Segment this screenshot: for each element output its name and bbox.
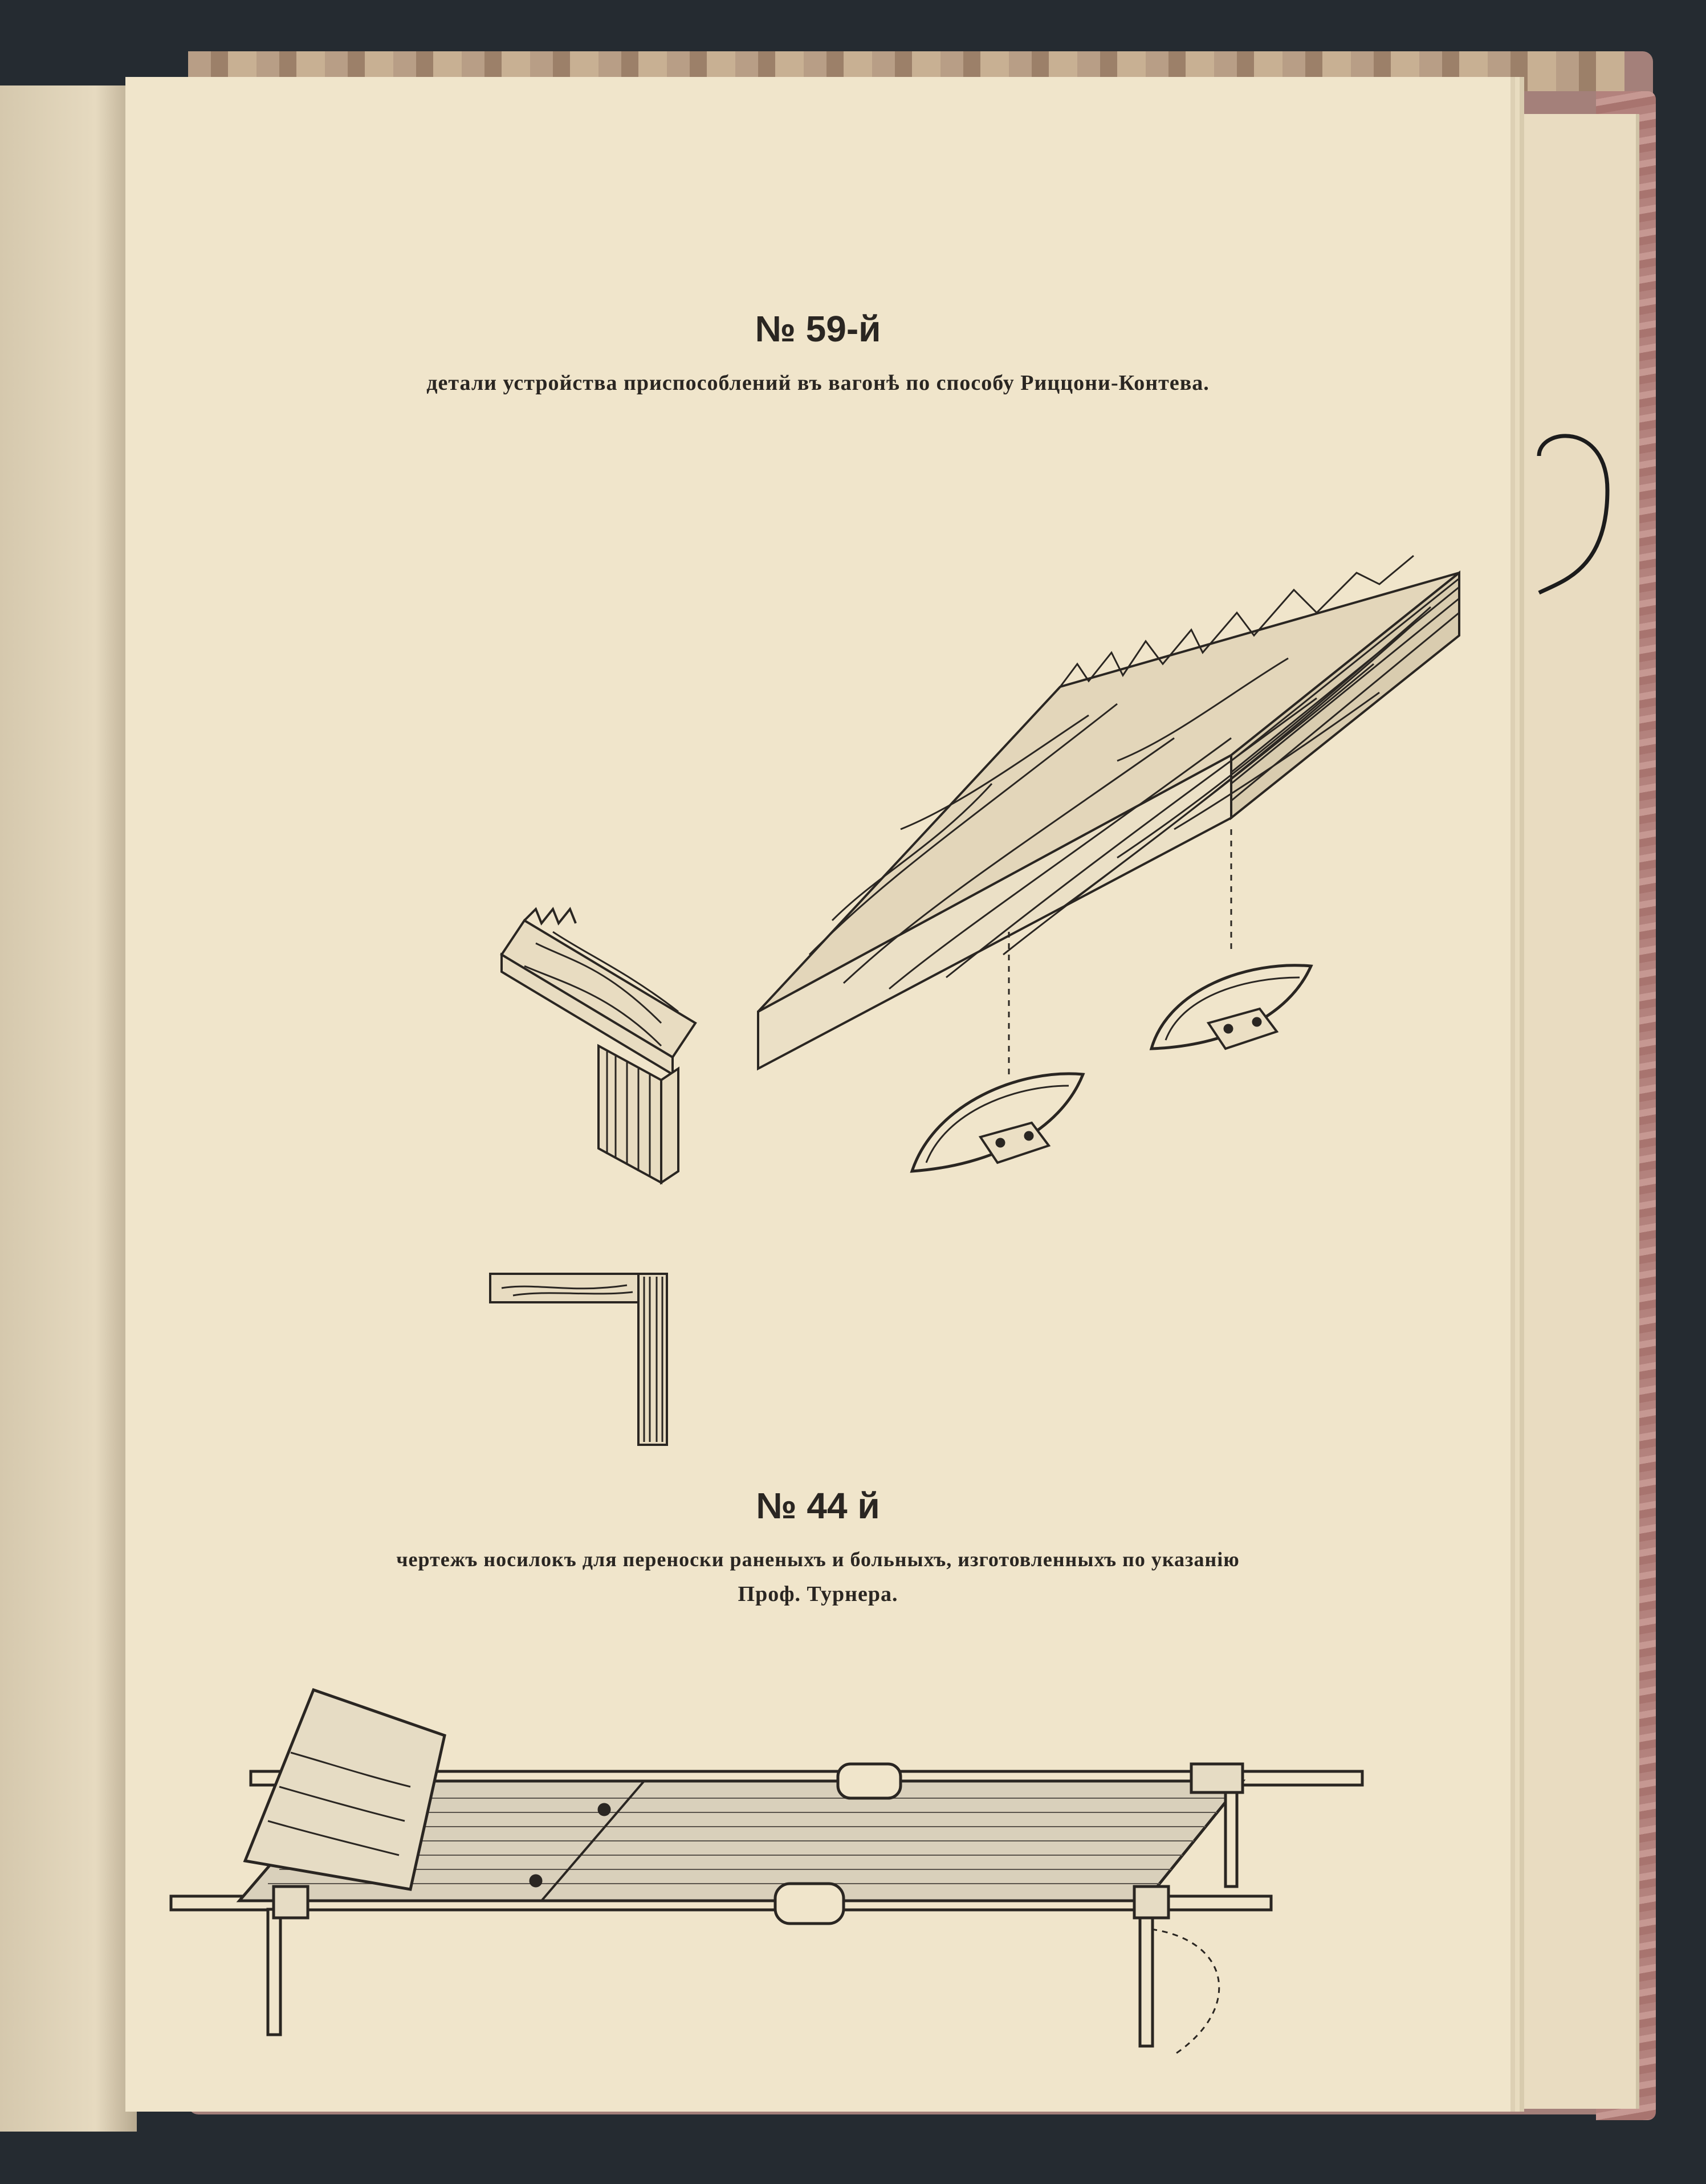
figure-44-caption-line-2: Проф. Турнера. <box>738 1582 898 1606</box>
leg-back-right <box>1225 1784 1237 1886</box>
oval-bracket-left <box>912 1074 1083 1171</box>
strap-back <box>838 1764 901 1798</box>
corner-joint <box>502 909 695 1183</box>
inclined-board <box>758 556 1459 1069</box>
oval-bracket-right <box>1151 965 1311 1049</box>
l-profile <box>490 1274 667 1445</box>
figure-44-caption-line-1: чертежъ носилокъ для переноски раненыхъ и больныхъ, изготовленныхъ по указанію <box>396 1548 1240 1571</box>
figure-44-number: № 44 й <box>756 1485 880 1526</box>
binding-clip <box>1528 422 1619 638</box>
figure-59-caption: детали устройства приспособлений въ вагонѣ по способу Риццони-Контева. <box>426 371 1210 395</box>
leg-front-right <box>1140 1909 1153 2046</box>
strap-front <box>775 1884 844 1924</box>
left-page-edge <box>0 85 137 2132</box>
leg-front-left <box>268 1909 280 2035</box>
stretcher-head-board <box>245 1690 445 1889</box>
figure-44-stretcher-drawing <box>171 1690 1425 2117</box>
figure-59-drawing <box>490 590 1471 1502</box>
document-page <box>125 77 1510 2112</box>
figure-59-number: № 59-й <box>755 308 881 349</box>
